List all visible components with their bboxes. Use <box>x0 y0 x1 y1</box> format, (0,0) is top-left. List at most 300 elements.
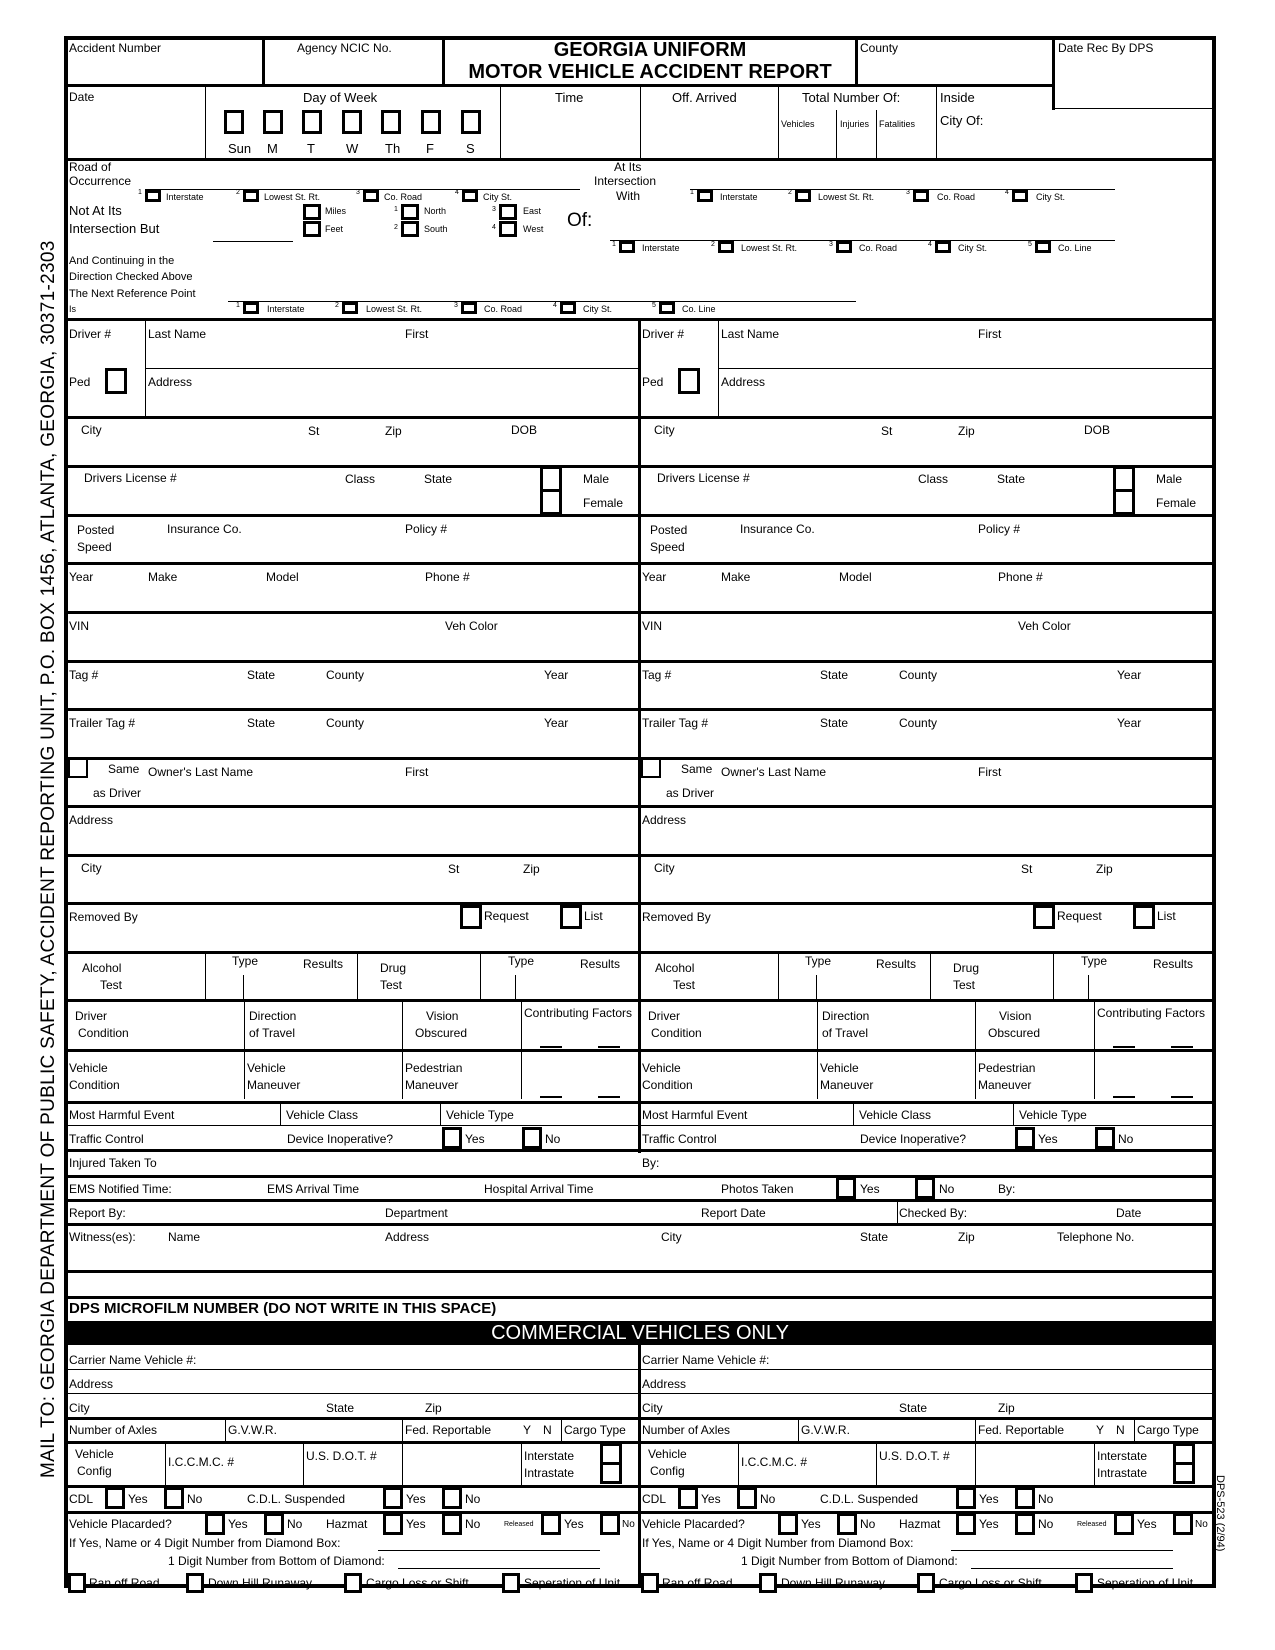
driver-2-insurance-label: Insurance Co. <box>740 522 815 536</box>
driver-2-list-label: List <box>1157 909 1176 923</box>
cv2-interstate-label: Interstate <box>1097 1449 1148 1463</box>
next-cityst-label: City St. <box>583 304 613 314</box>
of-num-2: 2 <box>711 241 715 248</box>
cv1-plac-no-checkbox[interactable] <box>264 1513 284 1535</box>
cv1-axles-label: Number of Axles <box>69 1423 158 1437</box>
driver-1-license-label: Drivers License # <box>84 471 177 485</box>
driver-1-trailer-year-label: Year <box>544 716 569 730</box>
cv1-cdl-yes-label: Yes <box>128 1492 148 1506</box>
driver-1-tag-label: Tag # <box>69 668 99 682</box>
driver-1-owner-address-label: Address <box>69 813 114 827</box>
driver-1-speed-label: Speed <box>77 540 112 554</box>
cv1-cargo-type-label: Cargo Type <box>564 1423 626 1437</box>
day-m: M <box>267 141 278 156</box>
driver-2-no-label: Driver # <box>642 327 685 341</box>
cv1-downhill-checkbox[interactable] <box>186 1573 204 1593</box>
cv2-cdl-no-checkbox[interactable] <box>737 1487 757 1509</box>
cv1-cdl-label: CDL <box>69 1492 94 1506</box>
with-coroad-checkbox[interactable] <box>913 190 929 202</box>
driver-2-city-label: City <box>654 423 675 437</box>
cv2-fed-label: Fed. Reportable <box>978 1423 1065 1437</box>
injured-taken-label: Injured Taken To <box>69 1156 157 1170</box>
driver-2-list-checkbox[interactable] <box>1133 905 1155 929</box>
driver-1-drug-results-label: Results <box>580 957 621 971</box>
driver-1-owner-st-label: St <box>448 862 460 876</box>
cv1-cdl-no-checkbox[interactable] <box>164 1487 184 1509</box>
driver-2-request-label: Request <box>1057 909 1102 923</box>
driver-1-driver-cond-2: Condition <box>78 1026 129 1040</box>
driver-2-device-label: Device Inoperative? <box>860 1132 967 1146</box>
driver-1-maneuver-1: Vehicle <box>247 1061 286 1075</box>
day-m-checkbox[interactable] <box>263 110 283 134</box>
next-coroad-checkbox[interactable] <box>461 302 477 314</box>
cv1-zip-label: Zip <box>425 1401 442 1415</box>
cv2-axles-label: Number of Axles <box>642 1423 731 1437</box>
cv1-susp-yes-checkbox[interactable] <box>383 1487 403 1509</box>
driver-2-same-checkbox[interactable] <box>641 758 661 778</box>
driver-2-model-label: Model <box>839 570 872 584</box>
photos-no-checkbox[interactable] <box>915 1177 935 1199</box>
accident-number-label: Accident Number <box>69 41 162 55</box>
south-label: South <box>424 224 448 234</box>
cv1-address-label: Address <box>69 1377 114 1391</box>
driver-1-device-yes-checkbox[interactable] <box>442 1127 462 1149</box>
driver-1-owner-zip-label: Zip <box>523 862 540 876</box>
feet-checkbox[interactable] <box>303 221 321 237</box>
cv2-gvwr-label: G.V.W.R. <box>801 1423 850 1437</box>
of-coroad-checkbox[interactable] <box>836 241 852 253</box>
cv2-haz-no-checkbox[interactable] <box>1015 1513 1035 1535</box>
with-lowest-label: Lowest St. Rt. <box>818 192 875 202</box>
driver-1-list-label: List <box>584 909 603 923</box>
of-lowest-checkbox[interactable] <box>718 241 734 253</box>
cv1-rel-yes-label: Yes <box>564 1517 584 1531</box>
driver-1-vin-label: VIN <box>69 619 90 633</box>
driver-1-dob-label: DOB <box>511 423 538 437</box>
driver-2-license-label: Drivers License # <box>657 471 750 485</box>
cv1-if-yes-label: If Yes, Name or 4 Digit Number from Diamond Box: <box>69 1536 341 1550</box>
next-cityst-checkbox[interactable] <box>560 302 576 314</box>
next-lowest-checkbox[interactable] <box>342 302 358 314</box>
cv2-cdl-label: CDL <box>642 1492 667 1506</box>
driver-1-state-label: State <box>424 472 453 486</box>
day-of-week-label: Day of Week <box>303 90 378 105</box>
driver-2-make-label: Make <box>721 570 751 584</box>
road-lowest-label: Lowest St. Rt. <box>264 192 321 202</box>
road-cityst-label: City St. <box>483 192 513 202</box>
driver-1-no-label: Driver # <box>69 327 112 341</box>
cv2-separation-checkbox[interactable] <box>1075 1573 1093 1593</box>
driver-2-st-label: St <box>881 424 893 438</box>
day-sun-checkbox[interactable] <box>224 110 244 134</box>
day-f-checkbox[interactable] <box>421 110 441 134</box>
off-arrived-label: Off. Arrived <box>672 90 737 105</box>
cv2-cdl-suspended-label: C.D.L. Suspended <box>820 1492 919 1506</box>
driver-2-alcohol-results-label: Results <box>876 957 917 971</box>
driver-2-device-no-checkbox[interactable] <box>1095 1127 1115 1149</box>
driver-2-driver-cond-1: Driver <box>648 1009 680 1023</box>
of-num-3: 3 <box>829 241 833 248</box>
continuing-line-3: The Next Reference Point <box>69 288 196 300</box>
road-num-1: 1 <box>138 189 142 196</box>
cv2-cargo-loss-label: Cargo Loss or Shift <box>939 1576 1042 1590</box>
cv2-susp-no-checkbox[interactable] <box>1015 1487 1035 1509</box>
driver-2-veh-type-label: Vehicle Type <box>1019 1108 1087 1122</box>
driver-1-device-yes-label: Yes <box>465 1132 485 1146</box>
east-num: 3 <box>492 206 496 213</box>
driver-1-st-label: St <box>308 424 320 438</box>
cv1-susp-no-checkbox[interactable] <box>442 1487 462 1509</box>
driver-2-owner-last-label: Owner's Last Name <box>721 765 826 779</box>
driver-2-owner-zip-label: Zip <box>1096 862 1113 876</box>
witness-address-label: Address <box>385 1230 430 1244</box>
driver-1-removed-label: Removed By <box>69 910 138 924</box>
hospital-arrival-label: Hospital Arrival Time <box>484 1182 594 1196</box>
driver-2-device-no-label: No <box>1118 1132 1134 1146</box>
driver-1-request-label: Request <box>484 909 529 923</box>
occurrence-label: Occurrence <box>69 174 132 188</box>
of-num-5: 5 <box>1028 241 1032 248</box>
with-cityst-checkbox[interactable] <box>1012 190 1028 202</box>
witness-label: Witness(es): <box>69 1230 136 1244</box>
injuries-label: Injuries <box>840 119 870 129</box>
driver-2-phone-label: Phone # <box>998 570 1043 584</box>
of-coline-label: Co. Line <box>1058 243 1092 253</box>
cv2-rel-yes-checkbox[interactable] <box>1114 1513 1134 1535</box>
cv2-haz-no-label: No <box>1038 1517 1054 1531</box>
cv1-plac-no-label: No <box>287 1517 303 1531</box>
cv1-haz-yes-label: Yes <box>406 1517 426 1531</box>
driver-1-zip-label: Zip <box>385 424 402 438</box>
west-checkbox[interactable] <box>499 221 517 237</box>
driver-2-address-label: Address <box>721 375 766 389</box>
miles-label: Miles <box>325 206 347 216</box>
driver-1-model-label: Model <box>266 570 299 584</box>
driver-1-harmful-label: Most Harmful Event <box>69 1108 175 1122</box>
total-number-label: Total Number Of: <box>802 90 901 105</box>
cv1-fed-label: Fed. Reportable <box>405 1423 492 1437</box>
cv2-plac-no-label: No <box>860 1517 876 1531</box>
of-cityst-checkbox[interactable] <box>935 241 951 253</box>
driver-2-state-label: State <box>997 472 1026 486</box>
cv2-city-label: City <box>642 1401 663 1415</box>
city-of-label: City Of: <box>940 113 984 128</box>
day-s: S <box>466 141 475 156</box>
driver-2-owner-city-label: City <box>654 861 675 875</box>
driver-1-address-label: Address <box>148 375 193 389</box>
driver-1-same-checkbox[interactable] <box>68 758 88 778</box>
of-coline-checkbox[interactable] <box>1035 241 1051 253</box>
time-label: Time <box>555 90 584 105</box>
driver-2-owner-address-label: Address <box>642 813 687 827</box>
cv1-usdot-label: U.S. D.O.T. # <box>306 1449 377 1463</box>
cv1-rel-no-checkbox[interactable] <box>600 1513 620 1535</box>
driver-1-tag-county-label: County <box>326 668 365 682</box>
checked-by-label: Checked By: <box>899 1206 968 1220</box>
driver-2-as-driver-label: as Driver <box>666 786 715 800</box>
with-interstate-label: Interstate <box>720 192 758 202</box>
north-checkbox[interactable] <box>401 204 419 220</box>
photos-by-label: By: <box>998 1182 1016 1196</box>
driver-2-direction-1: Direction <box>822 1009 870 1023</box>
cv2-intrastate-checkbox[interactable] <box>1173 1462 1195 1484</box>
cv2-hazmat-label: Hazmat <box>899 1517 941 1531</box>
driver-1-drug-test-label: Test <box>380 978 403 992</box>
driver-1-same-label: Same <box>108 762 140 776</box>
road-num-4: 4 <box>455 189 459 196</box>
west-num: 4 <box>492 224 496 231</box>
with-num-4: 4 <box>1005 189 1009 196</box>
driver-1-device-label: Device Inoperative? <box>287 1132 394 1146</box>
driver-2-veh-class-label: Vehicle Class <box>859 1108 932 1122</box>
driver-2-posted-label: Posted <box>650 523 688 537</box>
driver-1-veh-class-label: Vehicle Class <box>286 1108 359 1122</box>
driver-1-ped-man-1: Pedestrian <box>405 1061 463 1075</box>
driver-2-device-yes-checkbox[interactable] <box>1015 1127 1035 1149</box>
cv2-config-label: Config <box>650 1464 685 1478</box>
cv1-config-label: Config <box>77 1464 112 1478</box>
driver-1-ped-checkbox[interactable] <box>105 368 127 394</box>
driver-1-male-label: Male <box>583 472 610 486</box>
department-label: Department <box>385 1206 448 1220</box>
cv2-placarded-label: Vehicle Placarded? <box>642 1517 745 1531</box>
driver-1-drug-type-label: Type <box>508 954 535 968</box>
cv2-rel-no-label: No <box>1195 1519 1208 1530</box>
driver-1-device-no-checkbox[interactable] <box>522 1127 542 1149</box>
of-lowest-label: Lowest St. Rt. <box>741 243 798 253</box>
driver-1-as-driver-label: as Driver <box>93 786 142 800</box>
driver-2-ped-man-2: Maneuver <box>978 1078 1032 1092</box>
driver-1-ped-label: Ped <box>69 375 91 389</box>
of-cityst-label: City St. <box>958 243 988 253</box>
injured-by-label: By: <box>642 1156 660 1170</box>
cv1-rel-no-label: No <box>622 1519 635 1530</box>
vehicles-label: Vehicles <box>781 119 815 129</box>
date-label: Date <box>69 90 95 104</box>
cv1-placarded-label: Vehicle Placarded? <box>69 1517 172 1531</box>
cv2-downhill-checkbox[interactable] <box>759 1573 777 1593</box>
cv1-plac-yes-checkbox[interactable] <box>205 1513 225 1535</box>
driver-1-owner-city-label: City <box>81 861 102 875</box>
driver-1-drug-label: Drug <box>380 961 407 975</box>
cv1-interstate-label: Interstate <box>524 1449 575 1463</box>
inside-label: Inside <box>940 90 975 105</box>
continuing-line-4: Is <box>69 304 77 314</box>
driver-2-direction-2: of Travel <box>822 1026 869 1040</box>
photos-yes-label: Yes <box>860 1182 880 1196</box>
day-t-checkbox[interactable] <box>302 110 322 134</box>
cv1-haz-no-checkbox[interactable] <box>442 1513 462 1535</box>
driver-1-year-label: Year <box>69 570 94 584</box>
with-label: With <box>616 189 640 203</box>
driver-1-vehicle-cond-1: Vehicle <box>69 1061 108 1075</box>
next-coline-label: Co. Line <box>682 304 716 314</box>
cv1-intrastate-checkbox[interactable] <box>600 1462 622 1484</box>
driver-2-same-label: Same <box>681 762 713 776</box>
driver-2-trailer-county-label: County <box>899 716 938 730</box>
driver-1-direction-2: of Travel <box>249 1026 296 1040</box>
driver-1-request-checkbox[interactable] <box>460 905 482 929</box>
cv2-rel-yes-label: Yes <box>1137 1517 1157 1531</box>
driver-2-vision-2: Obscured <box>988 1026 1041 1040</box>
driver-1-trailer-state-label: State <box>247 716 276 730</box>
day-s-checkbox[interactable] <box>461 110 481 134</box>
driver-1-first-label: First <box>405 327 429 341</box>
cv1-cdl-yes-checkbox[interactable] <box>105 1487 125 1509</box>
driver-2-request-checkbox[interactable] <box>1033 905 1055 929</box>
cv1-gvwr-label: G.V.W.R. <box>228 1423 277 1437</box>
driver-1-female-checkbox[interactable] <box>540 489 562 515</box>
next-interstate-checkbox[interactable] <box>243 302 259 314</box>
cv1-rel-yes-checkbox[interactable] <box>541 1513 561 1535</box>
with-num-3: 3 <box>906 189 910 196</box>
driver-2-policy-label: Policy # <box>978 522 1021 536</box>
day-th-checkbox[interactable] <box>381 110 401 134</box>
driver-2-female-checkbox[interactable] <box>1113 489 1135 515</box>
cv2-vehicle-label: Vehicle <box>648 1447 687 1461</box>
cv2-haz-yes-checkbox[interactable] <box>956 1513 976 1535</box>
miles-checkbox[interactable] <box>303 204 321 220</box>
driver-1-phone-label: Phone # <box>425 570 470 584</box>
cv2-released-label: Released <box>1077 1521 1107 1528</box>
road-lowest-checkbox[interactable] <box>243 190 259 202</box>
driver-2-harmful-label: Most Harmful Event <box>642 1108 748 1122</box>
road-cityst-checkbox[interactable] <box>462 190 478 202</box>
driver-2-tag-year-label: Year <box>1117 668 1142 682</box>
cv2-cargo-type-label: Cargo Type <box>1137 1423 1199 1437</box>
road-interstate-checkbox[interactable] <box>145 190 161 202</box>
next-interstate-label: Interstate <box>267 304 305 314</box>
south-checkbox[interactable] <box>401 221 419 237</box>
cv1-ran-off-label: Ran off Road <box>89 1576 160 1590</box>
driver-1-device-no-label: No <box>545 1132 561 1146</box>
road-num-3: 3 <box>356 189 360 196</box>
cv1-downhill-label: Down Hill Runaway <box>208 1576 313 1590</box>
next-lowest-label: Lowest St. Rt. <box>366 304 423 314</box>
of-num-1: 1 <box>612 241 616 248</box>
cv1-fed-n: N <box>543 1423 552 1437</box>
agency-ncic-label: Agency NCIC No. <box>297 41 392 55</box>
driver-2-drug-label: Drug <box>953 961 980 975</box>
next-num-5: 5 <box>652 302 656 309</box>
driver-1-insurance-label: Insurance Co. <box>167 522 242 536</box>
next-coroad-label: Co. Road <box>484 304 523 314</box>
driver-2-veh-color-label: Veh Color <box>1018 619 1071 633</box>
title-line-2: MOTOR VEHICLE ACCIDENT REPORT <box>468 61 832 83</box>
driver-1-maneuver-2: Maneuver <box>247 1078 301 1092</box>
driver-1-list-checkbox[interactable] <box>560 905 582 929</box>
driver-1-veh-color-label: Veh Color <box>445 619 498 633</box>
ems-notified-label: EMS Notified Time: <box>69 1182 172 1196</box>
photos-yes-checkbox[interactable] <box>836 1177 856 1199</box>
day-w-checkbox[interactable] <box>342 110 362 134</box>
of-interstate-checkbox[interactable] <box>619 241 635 253</box>
driver-2-male-label: Male <box>1156 472 1183 486</box>
cv2-rel-no-checkbox[interactable] <box>1173 1513 1193 1535</box>
driver-1-tag-state-label: State <box>247 668 276 682</box>
driver-2-vehicle-cond-2: Condition <box>642 1078 693 1092</box>
feet-label: Feet <box>325 224 344 234</box>
cv1-one-digit-label: 1 Digit Number from Bottom of Diamond: <box>168 1554 385 1568</box>
driver-2-alcohol-test-label: Test <box>673 978 696 992</box>
cv2-zip-label: Zip <box>998 1401 1015 1415</box>
with-cityst-label: City St. <box>1036 192 1066 202</box>
with-lowest-checkbox[interactable] <box>795 190 811 202</box>
north-label: North <box>424 206 447 216</box>
cv1-ran-off-checkbox[interactable] <box>68 1573 86 1593</box>
cv2-susp-no-label: No <box>1038 1492 1054 1506</box>
driver-2-maneuver-2: Maneuver <box>820 1078 874 1092</box>
cv2-plac-yes-checkbox[interactable] <box>778 1513 798 1535</box>
driver-2-ped-label: Ped <box>642 375 664 389</box>
road-coroad-label: Co. Road <box>384 192 423 202</box>
witness-state-label: State <box>860 1230 889 1244</box>
next-num-4: 4 <box>553 302 557 309</box>
driver-1-vision-1: Vision <box>426 1009 459 1023</box>
next-num-3: 3 <box>454 302 458 309</box>
with-num-2: 2 <box>788 189 792 196</box>
cv1-cargo-loss-checkbox[interactable] <box>344 1573 362 1593</box>
driver-1-tag-year-label: Year <box>544 668 569 682</box>
driver-2-last-name-label: Last Name <box>721 327 780 341</box>
driver-2-alcohol-type-label: Type <box>805 954 832 968</box>
cv1-fed-y: Y <box>523 1423 532 1437</box>
driver-2-speed-label: Speed <box>650 540 685 554</box>
east-checkbox[interactable] <box>499 204 517 220</box>
east-label: East <box>523 206 542 216</box>
cv2-cdl-yes-label: Yes <box>701 1492 721 1506</box>
driver-2-trailer-year-label: Year <box>1117 716 1142 730</box>
cv1-iccmc-label: I.C.C.M.C. # <box>168 1455 235 1469</box>
driver-2-first-label: First <box>978 327 1002 341</box>
west-label: West <box>523 224 544 234</box>
cv2-ran-off-checkbox[interactable] <box>641 1573 659 1593</box>
driver-2-year-label: Year <box>642 570 667 584</box>
driver-2-tag-state-label: State <box>820 668 849 682</box>
microfilm-label: DPS MICROFILM NUMBER (DO NOT WRITE IN THIS SPACE) <box>69 1300 497 1317</box>
driver-2-ped-man-1: Pedestrian <box>978 1061 1036 1075</box>
driver-1-driver-cond-1: Driver <box>75 1009 107 1023</box>
driver-2-ped-checkbox[interactable] <box>678 368 700 394</box>
continuing-line-2: Direction Checked Above <box>69 271 193 283</box>
cv2-intrastate-label: Intrastate <box>1097 1466 1148 1480</box>
form-number: DPS-523 (2/94) <box>1214 1475 1226 1552</box>
driver-2-tag-county-label: County <box>899 668 938 682</box>
cv1-haz-yes-checkbox[interactable] <box>383 1513 403 1535</box>
cv1-state-label: State <box>326 1401 355 1415</box>
cv2-fed-n: N <box>1116 1423 1125 1437</box>
cv2-cdl-yes-checkbox[interactable] <box>678 1487 698 1509</box>
cv2-cargo-loss-checkbox[interactable] <box>917 1573 935 1593</box>
at-its-label: At Its <box>614 160 642 174</box>
witness-city-label: City <box>661 1230 682 1244</box>
witness-telephone-label: Telephone No. <box>1057 1230 1135 1244</box>
driver-2-alcohol-label: Alcohol <box>655 961 695 975</box>
next-coline-checkbox[interactable] <box>659 302 675 314</box>
not-at-its-label: Not At Its <box>69 203 122 218</box>
cv2-plac-no-checkbox[interactable] <box>837 1513 857 1535</box>
day-w: W <box>346 141 359 156</box>
driver-1-direction-1: Direction <box>249 1009 297 1023</box>
with-interstate-checkbox[interactable] <box>697 190 713 202</box>
driver-2-device-yes-label: Yes <box>1038 1132 1058 1146</box>
cv1-separation-checkbox[interactable] <box>502 1573 520 1593</box>
driver-2-drug-results-label: Results <box>1153 957 1194 971</box>
road-coroad-checkbox[interactable] <box>363 190 379 202</box>
fatalities-label: Fatalities <box>879 119 916 129</box>
cv2-susp-yes-checkbox[interactable] <box>956 1487 976 1509</box>
photos-taken-label: Photos Taken <box>721 1182 794 1196</box>
